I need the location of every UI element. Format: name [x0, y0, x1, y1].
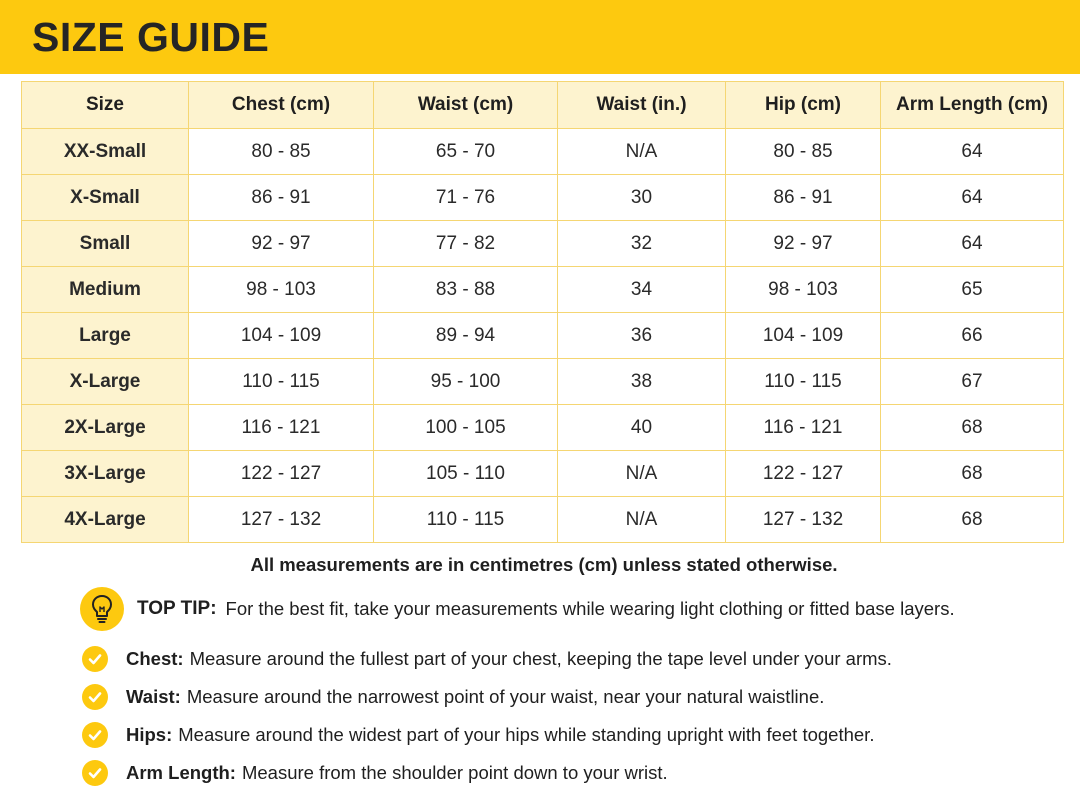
table-cell: 64: [881, 175, 1064, 221]
instruction-term: Chest:: [126, 648, 184, 669]
table-cell: 105 - 110: [374, 451, 558, 497]
instruction-term: Hips:: [126, 724, 173, 745]
instruction-text: Measure around the fullest part of your chest, keeping the tape level under your arms.: [189, 648, 892, 669]
column-header: Arm Length (cm): [881, 82, 1064, 129]
table-cell: 32: [558, 221, 726, 267]
column-header: Chest (cm): [189, 82, 374, 129]
table-header-row: [22, 82, 1064, 129]
table-cell: 66: [881, 313, 1064, 359]
list-item: [82, 754, 892, 792]
table-cell: 95 - 100: [374, 359, 558, 405]
table-row: [22, 267, 1064, 313]
table-cell: 30: [558, 175, 726, 221]
table-cell: 110 - 115: [189, 359, 374, 405]
table-cell: 116 - 121: [189, 405, 374, 451]
table-row: [22, 221, 1064, 267]
table-cell: 110 - 115: [374, 497, 558, 543]
table-cell: 80 - 85: [189, 129, 374, 175]
table-cell: 104 - 109: [189, 313, 374, 359]
table-row: [22, 175, 1064, 221]
check-icon: [82, 684, 108, 710]
size-cell: Small: [22, 221, 189, 267]
table-row: [22, 313, 1064, 359]
table-cell: 122 - 127: [726, 451, 881, 497]
table-cell: 40: [558, 405, 726, 451]
tip-text: For the best fit, take your measurements while wearing light clothing or fitted base layers.: [225, 598, 955, 619]
table-cell: 36: [558, 313, 726, 359]
lightbulb-icon: [80, 587, 124, 631]
table-cell: 92 - 97: [726, 221, 881, 267]
column-header: Size: [22, 82, 189, 129]
size-table: [21, 81, 1064, 543]
size-cell: 2X-Large: [22, 405, 189, 451]
table-row: [22, 451, 1064, 497]
instruction-text: Measure from the shoulder point down to your wrist.: [241, 762, 668, 783]
size-cell: X-Small: [22, 175, 189, 221]
page-title: SIZE GUIDE: [32, 14, 270, 60]
table-cell: 71 - 76: [374, 175, 558, 221]
table-cell: 68: [881, 405, 1064, 451]
table-cell: 122 - 127: [189, 451, 374, 497]
check-icon: [82, 722, 108, 748]
table-cell: 92 - 97: [189, 221, 374, 267]
size-cell: Medium: [22, 267, 189, 313]
table-row: [22, 359, 1064, 405]
size-cell: XX-Small: [22, 129, 189, 175]
table-cell: 127 - 132: [726, 497, 881, 543]
list-item: [82, 716, 892, 754]
table-row: [22, 129, 1064, 175]
table-cell: 68: [881, 451, 1064, 497]
instruction-text: Measure around the widest part of your hips while standing upright with feet together.: [178, 724, 875, 745]
table-cell: 98 - 103: [726, 267, 881, 313]
check-icon: [82, 760, 108, 786]
table-cell: 98 - 103: [189, 267, 374, 313]
column-header: Waist (cm): [374, 82, 558, 129]
size-cell: 4X-Large: [22, 497, 189, 543]
table-row: [22, 405, 1064, 451]
table-cell: 104 - 109: [726, 313, 881, 359]
table-cell: N/A: [558, 497, 726, 543]
table-row: [22, 497, 1064, 543]
table-cell: N/A: [558, 129, 726, 175]
table-cell: 83 - 88: [374, 267, 558, 313]
table-cell: 100 - 105: [374, 405, 558, 451]
table-cell: 65 - 70: [374, 129, 558, 175]
table-cell: 77 - 82: [374, 221, 558, 267]
table-cell: 80 - 85: [726, 129, 881, 175]
instruction-term: Waist:: [126, 686, 181, 707]
instruction-term: Arm Length:: [126, 762, 236, 783]
table-cell: 64: [881, 221, 1064, 267]
size-cell: Large: [22, 313, 189, 359]
table-cell: 86 - 91: [726, 175, 881, 221]
page-header: [0, 0, 1080, 74]
tip-label: TOP TIP:: [137, 598, 217, 619]
list-item: [82, 678, 892, 716]
size-cell: 3X-Large: [22, 451, 189, 497]
table-cell: 110 - 115: [726, 359, 881, 405]
column-header: Hip (cm): [726, 82, 881, 129]
measurement-instructions: [82, 640, 892, 792]
table-cell: 64: [881, 129, 1064, 175]
list-item: [82, 640, 892, 678]
table-cell: 127 - 132: [189, 497, 374, 543]
size-cell: X-Large: [22, 359, 189, 405]
table-cell: 86 - 91: [189, 175, 374, 221]
measurement-note: All measurements are in centimetres (cm) unless stated otherwise.: [250, 554, 838, 575]
top-tip: [80, 587, 955, 631]
check-icon: [82, 646, 108, 672]
table-cell: 67: [881, 359, 1064, 405]
table-cell: 65: [881, 267, 1064, 313]
table-cell: 34: [558, 267, 726, 313]
column-header: Waist (in.): [558, 82, 726, 129]
table-cell: 89 - 94: [374, 313, 558, 359]
table-cell: 68: [881, 497, 1064, 543]
table-cell: N/A: [558, 451, 726, 497]
instruction-text: Measure around the narrowest point of your waist, near your natural waistline.: [186, 686, 825, 707]
table-cell: 116 - 121: [726, 405, 881, 451]
table-cell: 38: [558, 359, 726, 405]
